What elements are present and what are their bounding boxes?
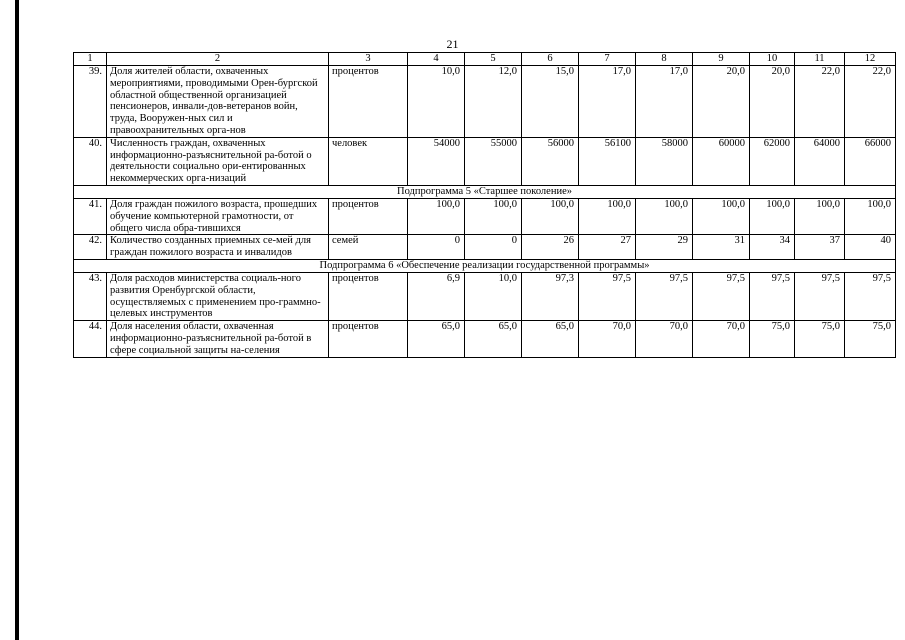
table-row (74, 198, 896, 234)
indicator-value: 70,0 (636, 321, 693, 357)
indicator-value: 37 (795, 235, 845, 260)
indicator-name: Доля жителей области, охваченных мероприятиями, проводимыми Орен-бургской областной общественной организацией пенсионеров, инвали-дов-ветеранов войн, труда, Вооружен-ных сил и правоохранительных орга-нов (107, 66, 329, 138)
row-number: 40. (74, 137, 107, 185)
column-number-header: 12 (845, 53, 896, 66)
unit-of-measure: процентов (329, 272, 408, 320)
indicator-value: 75,0 (795, 321, 845, 357)
indicator-name: Доля расходов министерства социаль-ного развития Оренбургской области, осуществляемых с применением про-граммно-целевых инструментов (107, 272, 329, 320)
indicator-value: 6,9 (408, 272, 465, 320)
table-row (74, 321, 896, 357)
indicator-value: 100,0 (750, 198, 795, 234)
indicator-value: 65,0 (465, 321, 522, 357)
indicator-value: 100,0 (465, 198, 522, 234)
unit-of-measure: процентов (329, 66, 408, 138)
indicator-value: 31 (693, 235, 750, 260)
indicator-value: 75,0 (845, 321, 896, 357)
unit-of-measure: семей (329, 235, 408, 260)
indicator-name: Доля населения области, охваченная информационно-разъяснительной ра-ботой в сфере социальной защиты на-селения (107, 321, 329, 357)
column-number-header: 3 (329, 53, 408, 66)
indicator-value: 12,0 (465, 66, 522, 138)
indicator-value: 62000 (750, 137, 795, 185)
column-number-header: 11 (795, 53, 845, 66)
indicator-value: 10,0 (408, 66, 465, 138)
table-row (74, 66, 896, 138)
indicator-value: 27 (579, 235, 636, 260)
indicator-value: 97,5 (636, 272, 693, 320)
column-number-header-row (74, 53, 896, 66)
indicator-value: 20,0 (750, 66, 795, 138)
row-number: 41. (74, 198, 107, 234)
indicator-value: 15,0 (522, 66, 579, 138)
table-row (74, 272, 896, 320)
indicator-value: 65,0 (522, 321, 579, 357)
row-number: 39. (74, 66, 107, 138)
indicator-value: 20,0 (693, 66, 750, 138)
indicator-value: 0 (465, 235, 522, 260)
subprogram-section-row (74, 185, 896, 198)
indicator-value: 55000 (465, 137, 522, 185)
indicator-value: 22,0 (845, 66, 896, 138)
indicator-value: 100,0 (795, 198, 845, 234)
unit-of-measure: процентов (329, 198, 408, 234)
column-number-header: 5 (465, 53, 522, 66)
indicator-value: 22,0 (795, 66, 845, 138)
column-number-header: 2 (107, 53, 329, 66)
indicator-value: 100,0 (693, 198, 750, 234)
table-body (74, 53, 896, 358)
indicator-value: 66000 (845, 137, 896, 185)
indicator-value: 17,0 (579, 66, 636, 138)
table-row (74, 137, 896, 185)
indicator-value: 29 (636, 235, 693, 260)
column-number-header: 8 (636, 53, 693, 66)
indicator-value: 75,0 (750, 321, 795, 357)
indicator-value: 34 (750, 235, 795, 260)
indicator-value: 40 (845, 235, 896, 260)
indicator-value: 56000 (522, 137, 579, 185)
indicator-value: 70,0 (579, 321, 636, 357)
indicator-value: 100,0 (579, 198, 636, 234)
indicators-table (73, 52, 896, 358)
indicator-value: 26 (522, 235, 579, 260)
subprogram-title: Подпрограмма 5 «Старшее поколение» (74, 185, 896, 198)
indicator-value: 60000 (693, 137, 750, 185)
indicator-value: 97,5 (693, 272, 750, 320)
indicator-value: 97,3 (522, 272, 579, 320)
row-number: 44. (74, 321, 107, 357)
column-number-header: 1 (74, 53, 107, 66)
column-number-header: 7 (579, 53, 636, 66)
indicator-value: 100,0 (636, 198, 693, 234)
indicator-value: 10,0 (465, 272, 522, 320)
table-row (74, 235, 896, 260)
indicator-value: 97,5 (845, 272, 896, 320)
row-number: 43. (74, 272, 107, 320)
row-number: 42. (74, 235, 107, 260)
indicator-value: 100,0 (522, 198, 579, 234)
indicator-name: Количество созданных приемных се-мей для граждан пожилого возраста и инвалидов (107, 235, 329, 260)
indicator-value: 65,0 (408, 321, 465, 357)
indicator-value: 97,5 (795, 272, 845, 320)
indicator-value: 56100 (579, 137, 636, 185)
page-edge-bar (15, 0, 19, 640)
unit-of-measure: процентов (329, 321, 408, 357)
column-number-header: 4 (408, 53, 465, 66)
subprogram-section-row (74, 259, 896, 272)
indicator-value: 97,5 (750, 272, 795, 320)
indicator-name: Численность граждан, охваченных информационно-разъяснительной ра-ботой о деятельности социально ори-ентированных некоммерческих орга-низаций (107, 137, 329, 185)
indicator-value: 64000 (795, 137, 845, 185)
indicator-value: 70,0 (693, 321, 750, 357)
indicator-value: 100,0 (408, 198, 465, 234)
subprogram-title: Подпрограмма 6 «Обеспечение реализации государственной программы» (74, 259, 896, 272)
column-number-header: 6 (522, 53, 579, 66)
indicator-value: 0 (408, 235, 465, 260)
indicator-value: 17,0 (636, 66, 693, 138)
page-number: 21 (446, 37, 459, 51)
indicator-value: 100,0 (845, 198, 896, 234)
indicator-value: 97,5 (579, 272, 636, 320)
column-number-header: 10 (750, 53, 795, 66)
indicator-name: Доля граждан пожилого возраста, прошедших обучение компьютерной грамотности, от общего числа обра-тившихся (107, 198, 329, 234)
indicator-value: 54000 (408, 137, 465, 185)
column-number-header: 9 (693, 53, 750, 66)
indicator-value: 58000 (636, 137, 693, 185)
unit-of-measure: человек (329, 137, 408, 185)
